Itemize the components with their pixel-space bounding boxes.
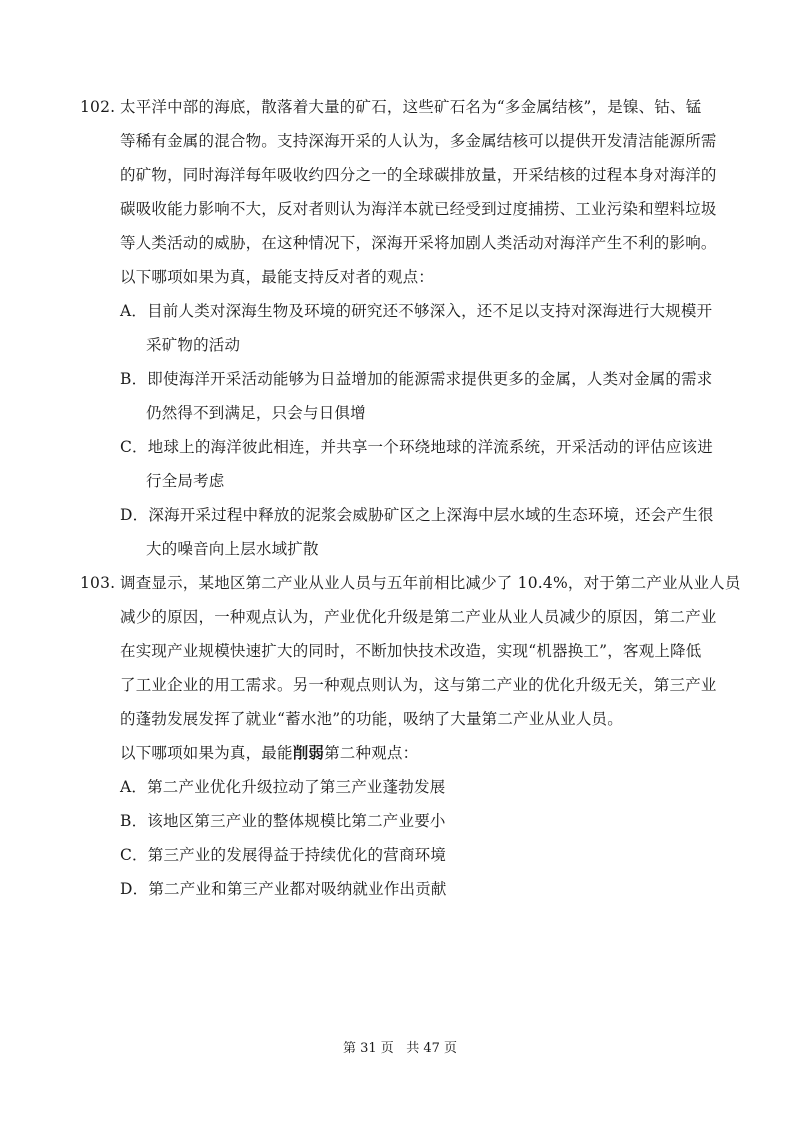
question-stem-line: 碳吸收能力影响不大，反对者则认为海洋本就已经受到过度捕捞、工业污染和塑料垃圾 <box>120 200 717 218</box>
prompt-text: 第二种观点： <box>324 744 419 762</box>
option-line: A．目前人类对深海生物及环境的研究还不够深入，还不足以支持对深海进行大规模开 <box>120 302 713 320</box>
question-stem-line: 在实现产业规模快速扩大的同时，不断加快技术改造，实现“机器换工”，客观上降低 <box>120 642 702 660</box>
option-c: C．第三产业的发展得益于持续优化的营商环境 <box>120 846 447 864</box>
prompt-emphasis: 削弱 <box>292 743 325 762</box>
option-a: A．第二产业优化升级拉动了第三产业蓬勃发展 <box>120 778 446 796</box>
question-number: 103. <box>80 574 116 592</box>
prompt-text: 以下哪项如果为真，最能 <box>120 744 293 762</box>
option-d: D．第二产业和第三产业都对吸纳就业作出贡献 <box>120 880 447 898</box>
option-line: D．深海开采过程中释放的泥浆会威胁矿区之上深海中层水域的生态环境，还会产生很 <box>120 506 714 524</box>
question-stem-line: 等稀有金属的混合物。支持深海开采的人认为，多金属结核可以提供开发清洁能源所需 <box>120 132 717 150</box>
option-line: B．即使海洋开采活动能够为日益增加的能源需求提供更多的金属，人类对金属的需求 <box>120 370 713 388</box>
option-line: 大的噪音向上层水域扩散 <box>146 540 319 558</box>
question-stem-line: 减少的原因，一种观点认为，产业优化升级是第二产业从业人员减少的原因，第二产业 <box>120 608 717 626</box>
option-b: B．该地区第三产业的整体规模比第二产业要小 <box>120 812 446 830</box>
option-line: 行全局考虑 <box>146 472 225 490</box>
question-stem-line: 的蓬勃发展发挥了就业“蓄水池”的功能，吸纳了大量第二产业从业人员。 <box>120 710 623 728</box>
question-stem-line: 了工业企业的用工需求。另一种观点则认为，这与第二产业的优化升级无关，第三产业 <box>120 676 717 694</box>
page-footer: 第 31 页 共 47 页 <box>342 1041 457 1056</box>
option-line: 采矿物的活动 <box>146 336 241 354</box>
option-line: C．地球上的海洋彼此相连，并共享一个环绕地球的洋流系统，开采活动的评估应该进 <box>120 438 713 456</box>
question-prompt: 以下哪项如果为真，最能支持反对者的观点： <box>120 268 435 286</box>
question-stem-line: 调查显示，某地区第二产业从业人员与五年前相比减少了 10.4%，对于第二产业从业人员 <box>120 574 741 592</box>
question-number: 102. <box>80 98 116 116</box>
question-prompt <box>120 742 418 764</box>
question-stem-line: 的矿物，同时海洋每年吸收约四分之一的全球碳排放量，开采结核的过程本身对海洋的 <box>120 166 717 184</box>
question-stem-line: 等人类活动的威胁，在这种情况下，深海开采将加剧人类活动对海洋产生不利的影响。 <box>120 234 717 252</box>
option-line: 仍然得不到满足，只会与日俱增 <box>146 404 366 422</box>
question-stem-line: 太平洋中部的海底，散落着大量的矿石，这些矿石名为“多金属结核”，是镍、钴、锰 <box>120 98 702 116</box>
